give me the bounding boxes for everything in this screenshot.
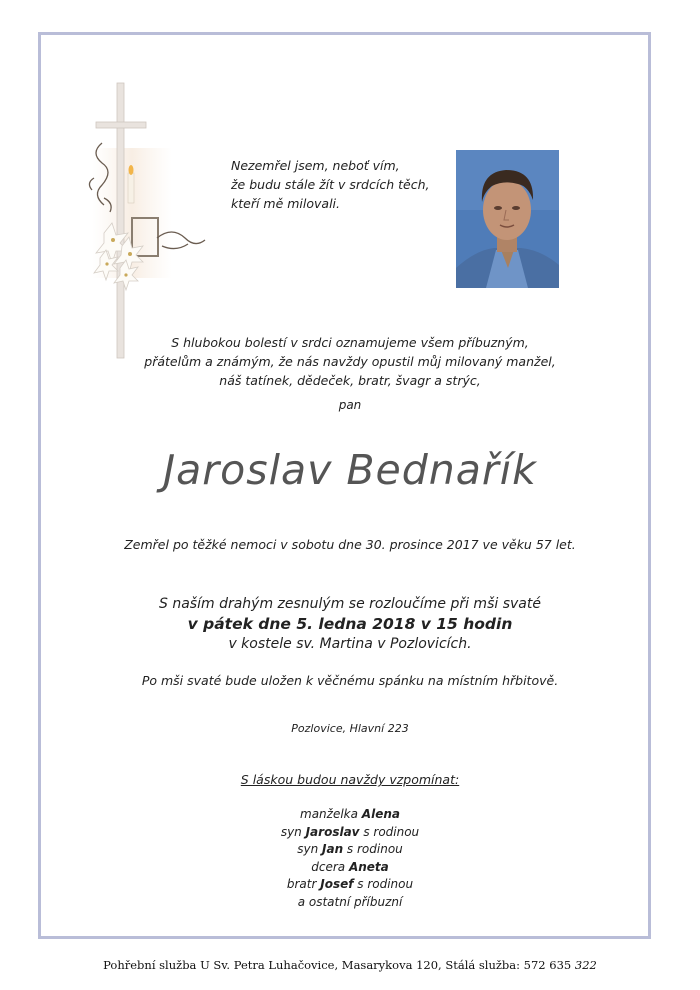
announcement-text [0, 333, 700, 390]
mourner-item: bratr Josef s rodinou [286, 877, 414, 891]
mourner-item: syn Jaroslav s rodinou [280, 824, 420, 839]
motto-line: kteří mě milovali. [231, 196, 341, 211]
cross-lily-ornament [82, 78, 212, 363]
mourner-item: syn Jan s rodinou [297, 842, 403, 856]
death-info: Zemřel po těžké nemoci v sobotu dne 30. prosince 2017 ve věku 57 let. [124, 537, 576, 552]
mourner-item: manželka Alena [300, 807, 400, 821]
motto-quote [231, 156, 429, 213]
mourners-list [0, 806, 700, 911]
honorific: pan [338, 398, 362, 412]
mourner-item: dcera Aneta [311, 859, 389, 874]
mourners-heading: S láskou budou navždy vzpomínat: [240, 772, 460, 787]
home-address: Pozlovice, Hlavní 223 [291, 722, 409, 735]
motto-line: že budu stále žít v srdcích těch, [231, 177, 430, 192]
funeral-service-footer: Pohřební služba U Sv. Petra Luhačovice, Masarykova 120, Stálá služba: 572 635 322 [103, 958, 597, 972]
service-location: v kostele sv. Martina v Pozlovicích. [228, 636, 472, 652]
service-date-time: v pátek dne 5. ledna 2018 v 15 hodin [187, 615, 513, 633]
motto-line: Nezemřel jsem, neboť vím, [231, 158, 400, 173]
deceased-name: Jaroslav Bednařík [163, 446, 537, 494]
burial-info: Po mši svaté bude uložen k věčnému spánku na místním hřbitově. [141, 673, 559, 688]
announcement-line: náš tatínek, dědeček, bratr, švagr a strýc, [219, 373, 481, 388]
announcement-line: přátelům a známým, že nás navždy opustil můj milovaný manžel, [144, 354, 556, 369]
funeral-service-info [0, 594, 700, 654]
announcement-line: S hlubokou bolestí v srdci oznamujeme všem příbuzným, [171, 335, 529, 350]
deceased-portrait [456, 150, 559, 288]
mourner-item: a ostatní příbuzní [297, 894, 403, 909]
service-line: S naším drahým zesnulým se rozloučíme při mši svaté [159, 596, 541, 612]
